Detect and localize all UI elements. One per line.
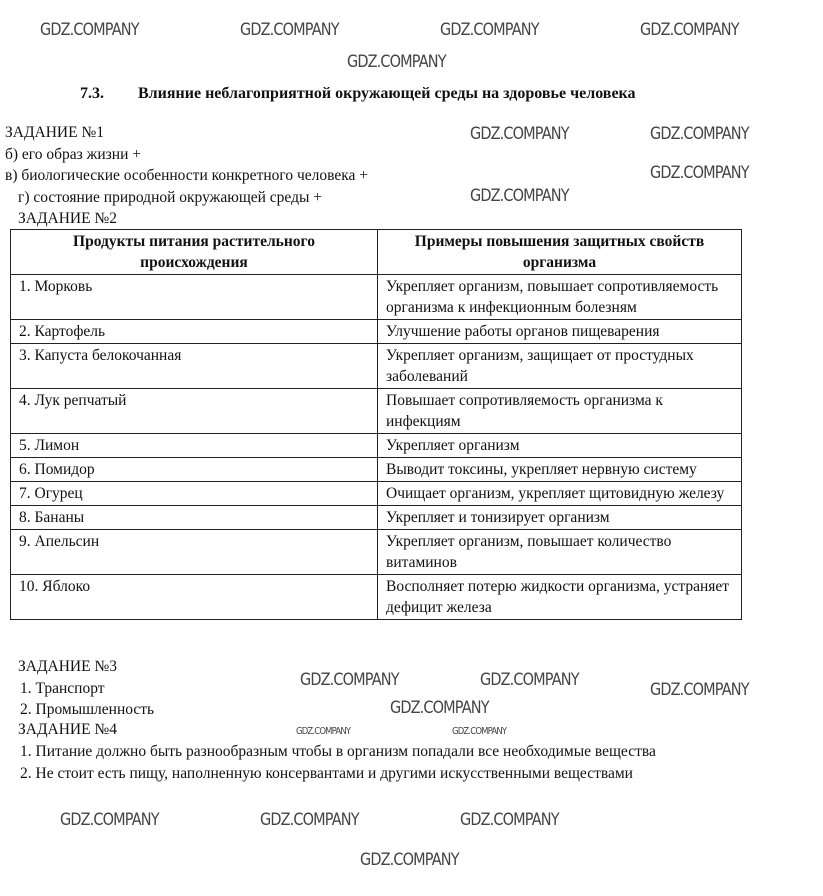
benefit-cell: Восполняет потерю жидкости организма, устраняет дефицит железа bbox=[378, 575, 742, 620]
header-benefits: Примеры повышения защитных свойств организма bbox=[378, 230, 742, 275]
task2-heading: ЗАДАНИЕ №2 bbox=[18, 210, 117, 227]
product-cell: 9. Апельсин bbox=[11, 530, 378, 575]
table-row bbox=[11, 530, 742, 575]
task1-heading: ЗАДАНИЕ №1 bbox=[5, 124, 104, 141]
watermark: GDZ.COMPANY bbox=[390, 698, 489, 718]
product-cell: 6. Помидор bbox=[11, 458, 378, 482]
products-table bbox=[10, 229, 742, 620]
benefit-cell: Повышает сопротивляемость организма к инфекциям bbox=[378, 389, 742, 434]
watermark: GDZ.COMPANY bbox=[260, 810, 359, 830]
watermark: GDZ.COMPANY bbox=[650, 680, 749, 700]
table-row bbox=[11, 389, 742, 434]
task4-heading: ЗАДАНИЕ №4 bbox=[18, 721, 117, 738]
table-row bbox=[11, 482, 742, 506]
watermark: GDZ.COMPANY bbox=[470, 186, 569, 206]
task3-heading: ЗАДАНИЕ №3 bbox=[18, 658, 117, 675]
product-cell: 5. Лимон bbox=[11, 434, 378, 458]
product-cell: 3. Капуста белокочанная bbox=[11, 344, 378, 389]
watermark: GDZ.COMPANY bbox=[480, 670, 579, 690]
section-number: 7.3. bbox=[80, 85, 104, 102]
benefit-cell: Очищает организм, укрепляет щитовидную железу bbox=[378, 482, 742, 506]
product-cell: 8. Бананы bbox=[11, 506, 378, 530]
product-cell: 2. Картофель bbox=[11, 320, 378, 344]
product-cell: 10. Яблоко bbox=[11, 575, 378, 620]
table-header-row bbox=[11, 230, 742, 275]
product-cell: 7. Огурец bbox=[11, 482, 378, 506]
task4-item: 2. Не стоит есть пищу, наполненную консервантами и другими искусственными веществами bbox=[20, 765, 633, 782]
watermark: GDZ.COMPANY bbox=[470, 124, 569, 144]
table-row bbox=[11, 275, 742, 320]
task1-answer: в) биологические особенности конкретного человека + bbox=[5, 167, 369, 184]
watermark: GDZ.COMPANY bbox=[60, 810, 159, 830]
benefit-cell: Укрепляет организм, повышает сопротивляемость организма к инфекционным болезням bbox=[378, 275, 742, 320]
watermark: GDZ.COMPANY bbox=[40, 20, 139, 40]
watermark: GDZ.COMPANY bbox=[347, 52, 446, 72]
watermark: GDZ.COMPANY bbox=[240, 20, 339, 40]
watermark: GDZ.COMPANY bbox=[300, 670, 399, 690]
task3-item: 2. Промышленность bbox=[20, 701, 155, 718]
page-title: Влияние неблагоприятной окружающей среды на здоровье человека bbox=[138, 85, 636, 102]
benefit-cell: Выводит токсины, укрепляет нервную систему bbox=[378, 458, 742, 482]
task3-item: 1. Транспорт bbox=[20, 680, 105, 697]
watermark: GDZ.COMPANY bbox=[452, 726, 507, 737]
table-row bbox=[11, 575, 742, 620]
watermark: GDZ.COMPANY bbox=[360, 850, 459, 870]
product-cell: 4. Лук репчатый bbox=[11, 389, 378, 434]
benefit-cell: Укрепляет организм bbox=[378, 434, 742, 458]
table-row bbox=[11, 320, 742, 344]
benefit-cell: Укрепляет организм, повышает количество витаминов bbox=[378, 530, 742, 575]
benefit-cell: Укрепляет организм, защищает от простудных заболеваний bbox=[378, 344, 742, 389]
task1-answer: г) состояние природной окружающей среды + bbox=[18, 189, 323, 206]
product-cell: 1. Морковь bbox=[11, 275, 378, 320]
watermark: GDZ.COMPANY bbox=[650, 124, 749, 144]
benefit-cell: Укрепляет и тонизирует организм bbox=[378, 506, 742, 530]
task4-item: 1. Питание должно быть разнообразным чтобы в организм попадали все необходимые вещества bbox=[20, 743, 656, 760]
table-row bbox=[11, 506, 742, 530]
watermark: GDZ.COMPANY bbox=[296, 726, 351, 737]
benefit-cell: Улучшение работы органов пищеварения bbox=[378, 320, 742, 344]
watermark: GDZ.COMPANY bbox=[640, 20, 739, 40]
watermark: GDZ.COMPANY bbox=[460, 810, 559, 830]
watermark: GDZ.COMPANY bbox=[440, 20, 539, 40]
table-row bbox=[11, 434, 742, 458]
task1-answer: б) его образ жизни + bbox=[5, 146, 141, 163]
table-row bbox=[11, 458, 742, 482]
watermark: GDZ.COMPANY bbox=[650, 163, 749, 183]
table-row bbox=[11, 344, 742, 389]
header-products: Продукты питания растительного происхождения bbox=[11, 230, 378, 275]
